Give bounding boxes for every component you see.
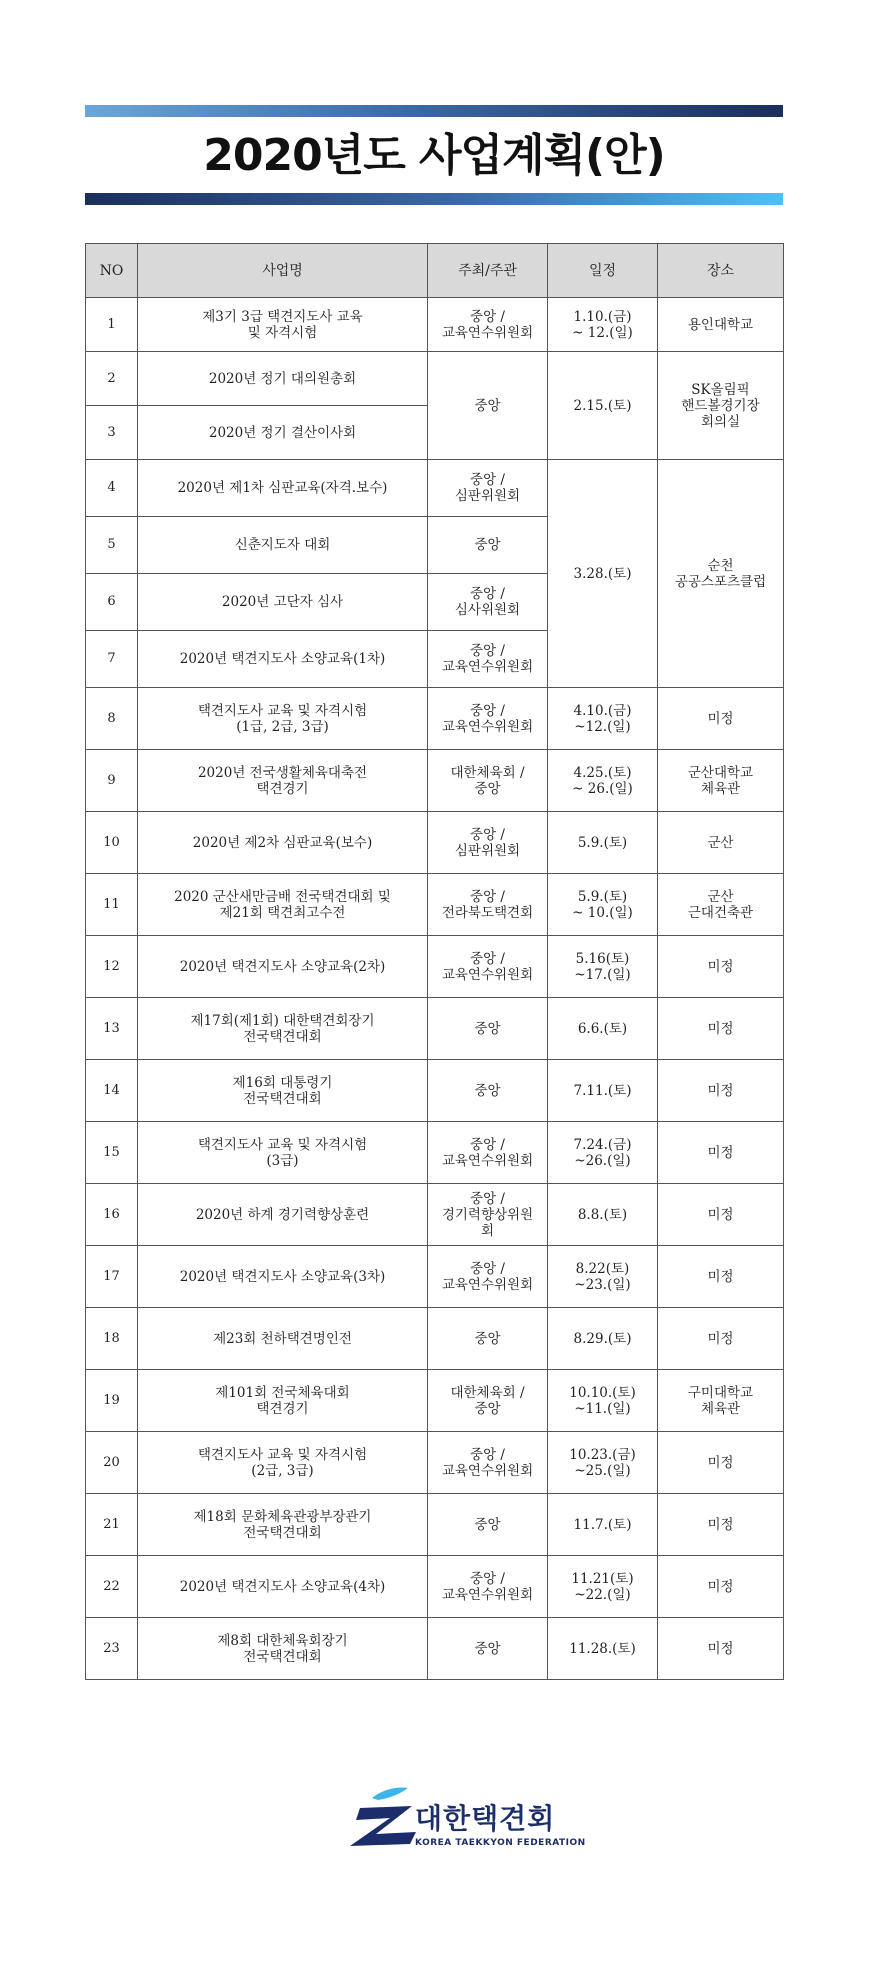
- header-host: 주최/주관: [428, 244, 548, 298]
- cell-host: 중앙 / 교육연수위원회: [428, 936, 548, 998]
- cell-place: 미정: [658, 688, 784, 750]
- cell-host: 중앙: [428, 1308, 548, 1370]
- cell-place: 미정: [658, 936, 784, 998]
- cell-no: 9: [86, 750, 138, 812]
- page-title: 2020년도 사업계획(안): [203, 130, 665, 181]
- table-row: [86, 1184, 784, 1246]
- cell-no: 13: [86, 998, 138, 1060]
- cell-host: 중앙 / 심판위원회: [428, 460, 548, 517]
- cell-host: 중앙: [428, 1060, 548, 1122]
- table-row: [86, 298, 784, 352]
- cell-date: 8.8.(토): [548, 1184, 658, 1246]
- table-row: [86, 1618, 784, 1680]
- cell-name: 제101회 전국체육대회 택견경기: [138, 1370, 428, 1432]
- cell-date: 11.7.(토): [548, 1494, 658, 1556]
- cell-place: 미정: [658, 998, 784, 1060]
- table-row: [86, 1308, 784, 1370]
- cell-date: 4.10.(금) ~12.(일): [548, 688, 658, 750]
- title-top-bar: [85, 105, 783, 117]
- cell-place: 군산대학교 체육관: [658, 750, 784, 812]
- cell-name: 2020년 택견지도사 소양교육(4차): [138, 1556, 428, 1618]
- cell-host: 중앙 / 교육연수위원회: [428, 1556, 548, 1618]
- cell-name: 2020년 택견지도사 소양교육(1차): [138, 631, 428, 688]
- cell-place: 미정: [658, 1122, 784, 1184]
- cell-date: 5.9.(토) ~ 10.(일): [548, 874, 658, 936]
- cell-date: 4.25.(토) ~ 26.(일): [548, 750, 658, 812]
- cell-host: 중앙: [428, 352, 548, 460]
- cell-place: 구미대학교 체육관: [658, 1370, 784, 1432]
- table-row: [86, 1370, 784, 1432]
- cell-host: 중앙 / 교육연수위원회: [428, 631, 548, 688]
- cell-place: 미정: [658, 1494, 784, 1556]
- cell-host: 중앙 / 교육연수위원회: [428, 298, 548, 352]
- cell-name: 2020년 하계 경기력향상훈련: [138, 1184, 428, 1246]
- cell-no: 14: [86, 1060, 138, 1122]
- header-place: 장소: [658, 244, 784, 298]
- cell-no: 1: [86, 298, 138, 352]
- table-header-row: [86, 244, 784, 298]
- cell-date: 3.28.(토): [548, 460, 658, 688]
- cell-no: 6: [86, 574, 138, 631]
- cell-name: 2020년 택견지도사 소양교육(2차): [138, 936, 428, 998]
- cell-host: 중앙: [428, 998, 548, 1060]
- cell-name: 제16회 대통령기 전국택견대회: [138, 1060, 428, 1122]
- cell-place: 미정: [658, 1618, 784, 1680]
- cell-date: 5.16(토) ~17.(일): [548, 936, 658, 998]
- cell-place: 미정: [658, 1308, 784, 1370]
- table-row: [86, 812, 784, 874]
- header-no: NO: [86, 244, 138, 298]
- cell-host: 중앙: [428, 1618, 548, 1680]
- title-bottom-bar: [85, 193, 783, 205]
- cell-name: 2020년 정기 결산이사회: [138, 406, 428, 460]
- table-row: [86, 688, 784, 750]
- cell-no: 15: [86, 1122, 138, 1184]
- cell-no: 10: [86, 812, 138, 874]
- cell-host: 중앙 / 교육연수위원회: [428, 1432, 548, 1494]
- cell-name: 신춘지도자 대회: [138, 517, 428, 574]
- cell-name: 2020년 전국생활체육대축전 택견경기: [138, 750, 428, 812]
- cell-name: 택견지도사 교육 및 자격시험 (2급, 3급): [138, 1432, 428, 1494]
- cell-host: 중앙 / 심판위원회: [428, 812, 548, 874]
- table-row: [86, 460, 784, 517]
- cell-name: 2020 군산새만금배 전국택견대회 및 제21회 택견최고수전: [138, 874, 428, 936]
- cell-no: 2: [86, 352, 138, 406]
- cell-name: 택견지도사 교육 및 자격시험 (3급): [138, 1122, 428, 1184]
- cell-name: 제23회 천하택견명인전: [138, 1308, 428, 1370]
- cell-name: 제8회 대한체육회장기 전국택견대회: [138, 1618, 428, 1680]
- cell-place: 미정: [658, 1184, 784, 1246]
- table-row: [86, 1246, 784, 1308]
- cell-no: 12: [86, 936, 138, 998]
- cell-date: 7.11.(토): [548, 1060, 658, 1122]
- table-row: [86, 874, 784, 936]
- cell-name: 2020년 정기 대의원총회: [138, 352, 428, 406]
- cell-date: 8.29.(토): [548, 1308, 658, 1370]
- cell-host: 중앙 / 경기력향상위원 회: [428, 1184, 548, 1246]
- cell-no: 5: [86, 517, 138, 574]
- cell-no: 16: [86, 1184, 138, 1246]
- cell-name: 2020년 택견지도사 소양교육(3차): [138, 1246, 428, 1308]
- cell-name: 제3기 3급 택견지도사 교육 및 자격시험: [138, 298, 428, 352]
- header-name: 사업명: [138, 244, 428, 298]
- cell-no: 7: [86, 631, 138, 688]
- schedule-table: [85, 243, 784, 1680]
- cell-host: 중앙: [428, 517, 548, 574]
- table-row: [86, 998, 784, 1060]
- header-date: 일정: [548, 244, 658, 298]
- cell-date: 10.10.(토) ~11.(일): [548, 1370, 658, 1432]
- cell-host: 중앙 / 심사위원회: [428, 574, 548, 631]
- cell-date: 5.9.(토): [548, 812, 658, 874]
- table-row: [86, 1122, 784, 1184]
- cell-host: 중앙 / 전라북도택견회: [428, 874, 548, 936]
- cell-no: 22: [86, 1556, 138, 1618]
- cell-name: 제17회(제1회) 대한택견회장기 전국택견대회: [138, 998, 428, 1060]
- cell-no: 19: [86, 1370, 138, 1432]
- cell-name: 제18회 문화체육관광부장관기 전국택견대회: [138, 1494, 428, 1556]
- cell-host: 중앙 / 교육연수위원회: [428, 1246, 548, 1308]
- cell-host: 중앙 / 교육연수위원회: [428, 688, 548, 750]
- cell-place: 미정: [658, 1246, 784, 1308]
- table-row: [86, 1060, 784, 1122]
- cell-name: 2020년 제2차 심판교육(보수): [138, 812, 428, 874]
- cell-date: 7.24.(금) ~26.(일): [548, 1122, 658, 1184]
- cell-place: 미정: [658, 1556, 784, 1618]
- cell-date: 6.6.(토): [548, 998, 658, 1060]
- cell-date: 8.22(토) ~23.(일): [548, 1246, 658, 1308]
- cell-place: 순천 공공스포츠클럽: [658, 460, 784, 688]
- logo-korean-text: 대한택견회: [415, 1802, 556, 1835]
- cell-no: 4: [86, 460, 138, 517]
- cell-no: 17: [86, 1246, 138, 1308]
- table-row: [86, 1556, 784, 1618]
- cell-host: 중앙: [428, 1494, 548, 1556]
- cell-name: 택견지도사 교육 및 자격시험 (1급, 2급, 3급): [138, 688, 428, 750]
- cell-place: 용인대학교: [658, 298, 784, 352]
- logo-english-text: KOREA TAEKKYON FEDERATION: [415, 1838, 586, 1848]
- cell-no: 11: [86, 874, 138, 936]
- cell-no: 23: [86, 1618, 138, 1680]
- table-row: [86, 352, 784, 406]
- cell-host: 중앙 / 교육연수위원회: [428, 1122, 548, 1184]
- cell-date: 11.28.(토): [548, 1618, 658, 1680]
- cell-date: 2.15.(토): [548, 352, 658, 460]
- cell-place: SK올림픽 핸드볼경기장 회의실: [658, 352, 784, 460]
- cell-place: 미정: [658, 1432, 784, 1494]
- table-row: [86, 750, 784, 812]
- cell-name: 2020년 제1차 심판교육(자격.보수): [138, 460, 428, 517]
- cell-place: 미정: [658, 1060, 784, 1122]
- cell-host: 대한체육회 / 중앙: [428, 750, 548, 812]
- cell-place: 군산: [658, 812, 784, 874]
- cell-no: 21: [86, 1494, 138, 1556]
- cell-name: 2020년 고단자 심사: [138, 574, 428, 631]
- table-row: [86, 1494, 784, 1556]
- cell-date: 1.10.(금) ~ 12.(일): [548, 298, 658, 352]
- cell-no: 3: [86, 406, 138, 460]
- cell-place: 군산 근대건축관: [658, 874, 784, 936]
- cell-host: 대한체육회 / 중앙: [428, 1370, 548, 1432]
- table-row: [86, 1432, 784, 1494]
- cell-date: 10.23.(금) ~25.(일): [548, 1432, 658, 1494]
- cell-no: 8: [86, 688, 138, 750]
- cell-no: 20: [86, 1432, 138, 1494]
- cell-no: 18: [86, 1308, 138, 1370]
- table-row: [86, 936, 784, 998]
- cell-date: 11.21(토) ~22.(일): [548, 1556, 658, 1618]
